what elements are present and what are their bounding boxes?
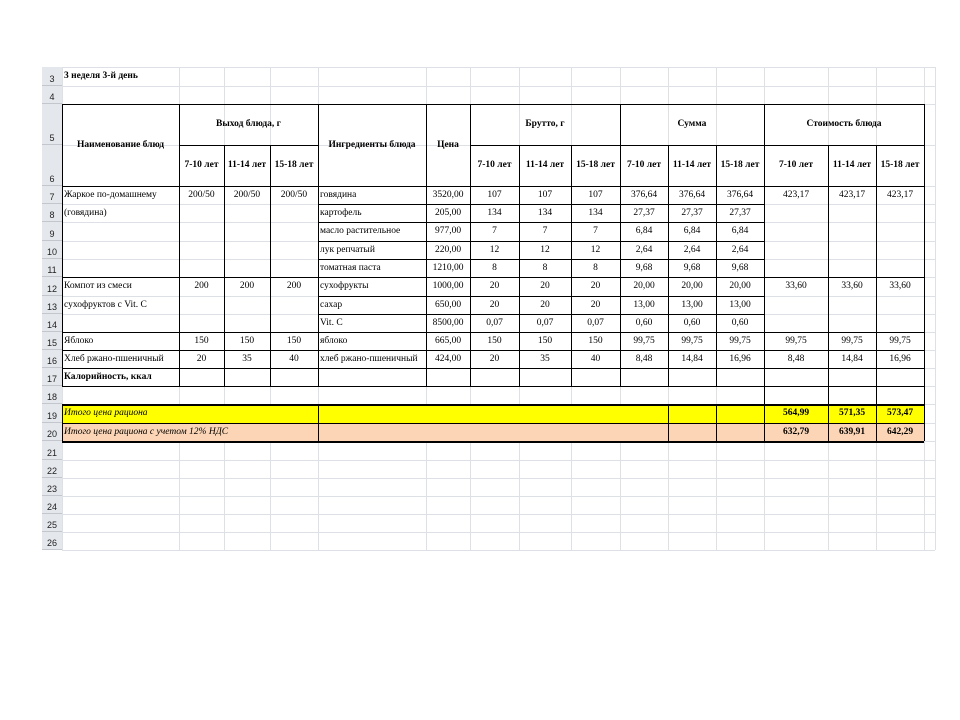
row-header[interactable]: 14 [42,314,62,332]
border-line [828,145,829,186]
ingredient-brutto[interactable]: 0,07 [587,317,604,328]
row-header[interactable]: 5 [42,104,62,145]
border-line [179,145,318,146]
border-line [62,441,924,443]
border-line [876,404,877,441]
border-line [668,186,669,386]
dish-cost[interactable]: 99,75 [785,335,807,346]
border-line [716,145,717,186]
header-age-1[interactable]: 11-14 лет [525,160,565,171]
border-line [828,186,829,386]
dish-cost[interactable]: 33,60 [841,281,863,292]
header-age-2[interactable]: 15-18 лет [274,160,314,171]
ingredient-brutto[interactable]: 107 [537,189,553,200]
border-line [62,104,63,186]
row-header[interactable]: 7 [42,186,62,204]
border-line [620,104,621,186]
border-line [924,104,925,186]
row-header[interactable]: 21 [42,441,62,460]
border-line [764,104,765,186]
row-header[interactable]: 16 [42,350,62,368]
ingredient-brutto[interactable]: 150 [487,335,502,346]
gridline-horizontal [62,86,935,87]
header-dish-name[interactable]: Наименование блюд [76,139,165,150]
dish-output[interactable]: 200/50 [280,189,308,200]
ingredient-brutto[interactable]: 0,07 [536,317,554,328]
ingredient-price[interactable]: 665,00 [434,335,462,346]
row-header[interactable]: 12 [42,277,62,296]
ingredient-brutto[interactable]: 20 [590,281,601,292]
total-vat-value[interactable]: 642,29 [886,426,914,437]
dish-name[interactable]: (говядина) [64,207,107,218]
calories-label[interactable]: Калорийность, ккал [64,371,152,382]
border-line [571,145,572,186]
row-header[interactable]: 8 [42,204,62,222]
ingredient-brutto[interactable]: 20 [489,281,500,292]
ingredient-sum[interactable]: 376,64 [630,189,658,200]
gridline-horizontal [62,532,935,533]
dish-output[interactable]: 150 [194,335,209,346]
ingredient-sum[interactable]: 0,60 [731,317,749,328]
dish-output[interactable]: 20 [196,353,207,364]
border-line [426,186,427,386]
ingredient-sum[interactable]: 6,84 [635,226,653,237]
dish-output[interactable]: 200 [239,281,255,292]
row-header[interactable]: 23 [42,478,62,496]
border-line [876,386,877,404]
ingredient-sum[interactable]: 2,64 [635,244,653,255]
ingredient-price[interactable]: 3520,00 [432,189,464,200]
border-line [828,404,829,441]
border-line [318,404,319,441]
border-line [318,241,764,242]
ingredient-brutto[interactable]: 8 [593,262,598,273]
row-header[interactable]: 24 [42,496,62,514]
border-line [620,186,621,386]
row-header[interactable]: 18 [42,386,62,404]
ingredient-brutto[interactable]: 20 [489,353,500,364]
header-sum[interactable]: Сумма [677,119,707,130]
total-vat-value[interactable]: 639,91 [838,426,866,437]
ingredient-sum[interactable]: 6,84 [731,226,749,237]
ingredient-sum[interactable]: 8,48 [635,353,653,364]
dish-name[interactable]: Яблоко [64,335,94,346]
ingredient-sum[interactable]: 20,00 [633,281,655,292]
header-ingredients[interactable]: Ингредиенты блюда [328,139,416,150]
ingredient-name[interactable]: Vit. C [320,317,343,328]
border-line [716,404,717,441]
border-line [318,314,764,315]
border-line [876,186,877,386]
row-header[interactable]: 4 [42,86,62,104]
border-line [62,423,924,424]
ingredient-brutto[interactable]: 12 [540,244,550,255]
row-header[interactable]: 25 [42,514,62,532]
dish-name[interactable]: сухофруктов с Vit. C [64,299,147,310]
ingredient-brutto[interactable]: 0,07 [486,317,503,328]
border-line [62,186,63,386]
row-header[interactable]: 11 [42,259,62,277]
border-line [62,350,924,351]
border-line [62,404,63,441]
dish-cost[interactable]: 8,48 [787,353,805,364]
ingredient-sum[interactable]: 376,64 [678,189,706,200]
header-age-2[interactable]: 15-18 лет [720,160,760,171]
header-brutto[interactable]: Брутто, г [525,119,565,130]
ingredient-sum[interactable]: 9,68 [683,262,701,273]
dish-cost[interactable]: 423,17 [886,189,914,200]
ingredient-brutto[interactable]: 20 [540,299,550,310]
ingredient-brutto[interactable]: 107 [588,189,603,200]
ingredient-brutto[interactable]: 7 [542,226,548,237]
ingredient-brutto[interactable]: 150 [588,335,603,346]
border-line [668,404,669,441]
border-line [716,186,717,386]
ingredient-price[interactable]: 8500,00 [432,317,464,328]
border-line [179,104,180,186]
dish-output[interactable]: 200/50 [188,189,215,200]
border-line [62,332,924,333]
dish-cost[interactable]: 33,60 [785,281,807,292]
border-line [470,186,471,386]
gridline-horizontal [62,550,935,551]
ingredient-sum[interactable]: 2,64 [683,244,701,255]
header-age-1[interactable]: 11-14 лет [672,160,712,171]
ingredient-brutto[interactable]: 134 [487,207,502,218]
ingredient-brutto[interactable]: 20 [590,299,601,310]
border-line [470,104,471,186]
ingredient-sum[interactable]: 27,37 [633,207,655,218]
border-line [764,386,765,404]
ingredient-brutto[interactable]: 8 [542,262,548,273]
dish-output[interactable]: 150 [239,335,255,346]
ingredient-sum[interactable]: 27,37 [681,207,703,218]
sheet-title[interactable]: 3 неделя 3-й день [64,71,138,82]
row-header[interactable]: 19 [42,404,62,423]
border-line [62,186,924,187]
ingredient-sum[interactable]: 9,68 [731,262,749,273]
ingredient-sum[interactable]: 2,64 [731,244,749,255]
dish-output[interactable]: 35 [242,353,252,364]
row-header[interactable]: 10 [42,241,62,259]
ingredient-sum[interactable]: 0,60 [635,317,653,328]
dish-cost[interactable]: 33,60 [889,281,911,292]
border-line [764,404,765,441]
gridline-horizontal [62,514,935,515]
ingredient-brutto[interactable]: 107 [487,189,502,200]
border-line [62,404,924,406]
header-age-0[interactable]: 7-10 лет [184,160,219,171]
border-line [224,186,225,386]
dish-name[interactable]: Хлеб ржано-пшеничный [64,353,164,364]
ingredient-sum[interactable]: 14,84 [681,353,703,364]
ingredient-name[interactable]: томатная паста [320,262,381,273]
ingredient-brutto[interactable]: 40 [590,353,601,364]
header-age-2[interactable]: 15-18 лет [880,160,920,171]
ingredient-sum[interactable]: 13,00 [633,299,655,310]
row-header[interactable]: 15 [42,332,62,350]
dish-output[interactable]: 150 [286,335,302,346]
border-line [318,104,319,186]
dish-cost[interactable]: 423,17 [782,189,810,200]
border-line [519,145,520,186]
row-header[interactable]: 13 [42,296,62,314]
row-header[interactable]: 22 [42,460,62,478]
ingredient-name[interactable]: лук репчатый [320,244,375,255]
total-vat-label[interactable]: Итого цена рациона с учетом 12% НДС [64,426,229,437]
border-line [318,186,319,386]
ingredient-name[interactable]: хлеб ржано-пшеничный [320,353,418,364]
dish-cost[interactable]: 99,75 [889,335,911,346]
ingredient-sum[interactable]: 99,75 [681,335,703,346]
border-line [62,104,924,105]
border-line [318,296,764,297]
ingredient-name[interactable]: масло растительное [320,226,401,237]
ingredient-brutto[interactable]: 12 [590,244,601,255]
ingredient-brutto[interactable]: 12 [489,244,500,255]
ingredient-brutto[interactable]: 7 [593,226,598,237]
border-line [924,404,925,441]
ingredient-brutto[interactable]: 150 [537,335,553,346]
border-line [668,145,669,186]
border-line [876,145,877,186]
border-line [270,186,271,386]
ingredient-price[interactable]: 220,00 [434,244,462,255]
border-line [470,145,924,146]
border-line [924,186,925,386]
border-line [426,104,427,186]
ingredient-sum[interactable]: 13,00 [729,299,751,310]
ingredient-sum[interactable]: 27,37 [729,207,751,218]
header-price[interactable]: Цена [437,139,459,150]
ingredient-brutto[interactable]: 134 [537,207,553,218]
ingredient-name[interactable]: картофель [320,207,362,218]
total-value[interactable]: 571,35 [838,408,866,419]
dish-output[interactable]: 40 [289,353,299,364]
border-line [179,186,180,386]
border-line [924,386,925,404]
ingredient-brutto[interactable]: 7 [492,226,497,237]
ingredient-price[interactable]: 424,00 [434,353,462,364]
ingredient-name[interactable]: яблоко [320,335,348,346]
dish-cost[interactable]: 99,75 [841,335,863,346]
dish-cost[interactable]: 16,96 [889,353,911,364]
dish-name[interactable]: Компот из смеси [64,281,132,292]
dish-name[interactable]: Жаркое по-домашнему [64,189,157,200]
ingredient-price[interactable]: 1210,00 [432,262,464,273]
ingredient-brutto[interactable]: 8 [492,262,497,273]
ingredient-sum[interactable]: 99,75 [633,335,655,346]
border-line [318,222,764,223]
row-header[interactable]: 26 [42,532,62,550]
total-vat-value[interactable]: 632,79 [782,426,810,437]
ingredient-sum[interactable]: 6,84 [683,226,701,237]
ingredient-brutto[interactable]: 20 [540,281,550,292]
ingredient-brutto[interactable]: 35 [540,353,550,364]
border-line [62,277,924,278]
ingredient-price[interactable]: 650,00 [434,299,462,310]
border-line [270,145,271,186]
header-age-0[interactable]: 7-10 лет [778,160,813,171]
total-label[interactable]: Итого цена рациона [64,408,148,419]
dish-output[interactable]: 200/50 [233,189,261,200]
header-cost[interactable]: Стоимость блюда [806,119,882,130]
border-line [224,145,225,186]
border-line [519,186,520,386]
ingredient-sum[interactable]: 16,96 [729,353,751,364]
dish-output[interactable]: 200 [194,281,209,292]
ingredient-sum[interactable]: 0,60 [683,317,701,328]
ingredient-brutto[interactable]: 20 [489,299,500,310]
gridline-horizontal [62,478,935,479]
ingredient-sum[interactable]: 376,64 [726,189,754,200]
header-age-1[interactable]: 11-14 лет [832,160,872,171]
row-header[interactable]: 9 [42,222,62,241]
ingredient-price[interactable]: 1000,00 [432,281,464,292]
ingredient-sum[interactable]: 20,00 [681,281,703,292]
ingredient-brutto[interactable]: 134 [588,207,603,218]
row-header[interactable]: 3 [42,67,62,86]
row-header[interactable]: 17 [42,368,62,386]
header-age-1[interactable]: 11-14 лет [227,160,267,171]
border-line [318,259,764,260]
ingredient-name[interactable]: говядина [320,189,357,200]
border-line [764,186,765,386]
gridline-horizontal [62,460,935,461]
ingredient-sum[interactable]: 20,00 [729,281,751,292]
header-age-2[interactable]: 15-18 лет [576,160,615,171]
border-line [828,386,829,404]
gridline-vertical [935,67,936,550]
ingredient-name[interactable]: сахар [320,299,343,310]
dish-output[interactable]: 200 [286,281,302,292]
row-header[interactable]: 6 [42,145,62,186]
total-value[interactable]: 564,99 [782,408,810,419]
ingredient-price[interactable]: 205,00 [434,207,462,218]
ingredient-sum[interactable]: 99,75 [729,335,751,346]
border-line [62,386,924,387]
header-age-0[interactable]: 7-10 лет [626,160,661,171]
ingredient-sum[interactable]: 9,68 [635,262,653,273]
border-line [318,204,764,205]
border-line [571,186,572,386]
header-age-0[interactable]: 7-10 лет [477,160,512,171]
row-header[interactable]: 20 [42,423,62,441]
gridline-horizontal [62,496,935,497]
ingredient-sum[interactable]: 13,00 [681,299,703,310]
border-line [62,368,924,369]
total-value[interactable]: 573,47 [886,408,914,419]
dish-cost[interactable]: 14,84 [841,353,863,364]
ingredient-name[interactable]: сухофрукты [320,281,369,292]
dish-cost[interactable]: 423,17 [838,189,866,200]
ingredient-price[interactable]: 977,00 [434,226,462,237]
header-output[interactable]: Выход блюда, г [216,119,281,130]
